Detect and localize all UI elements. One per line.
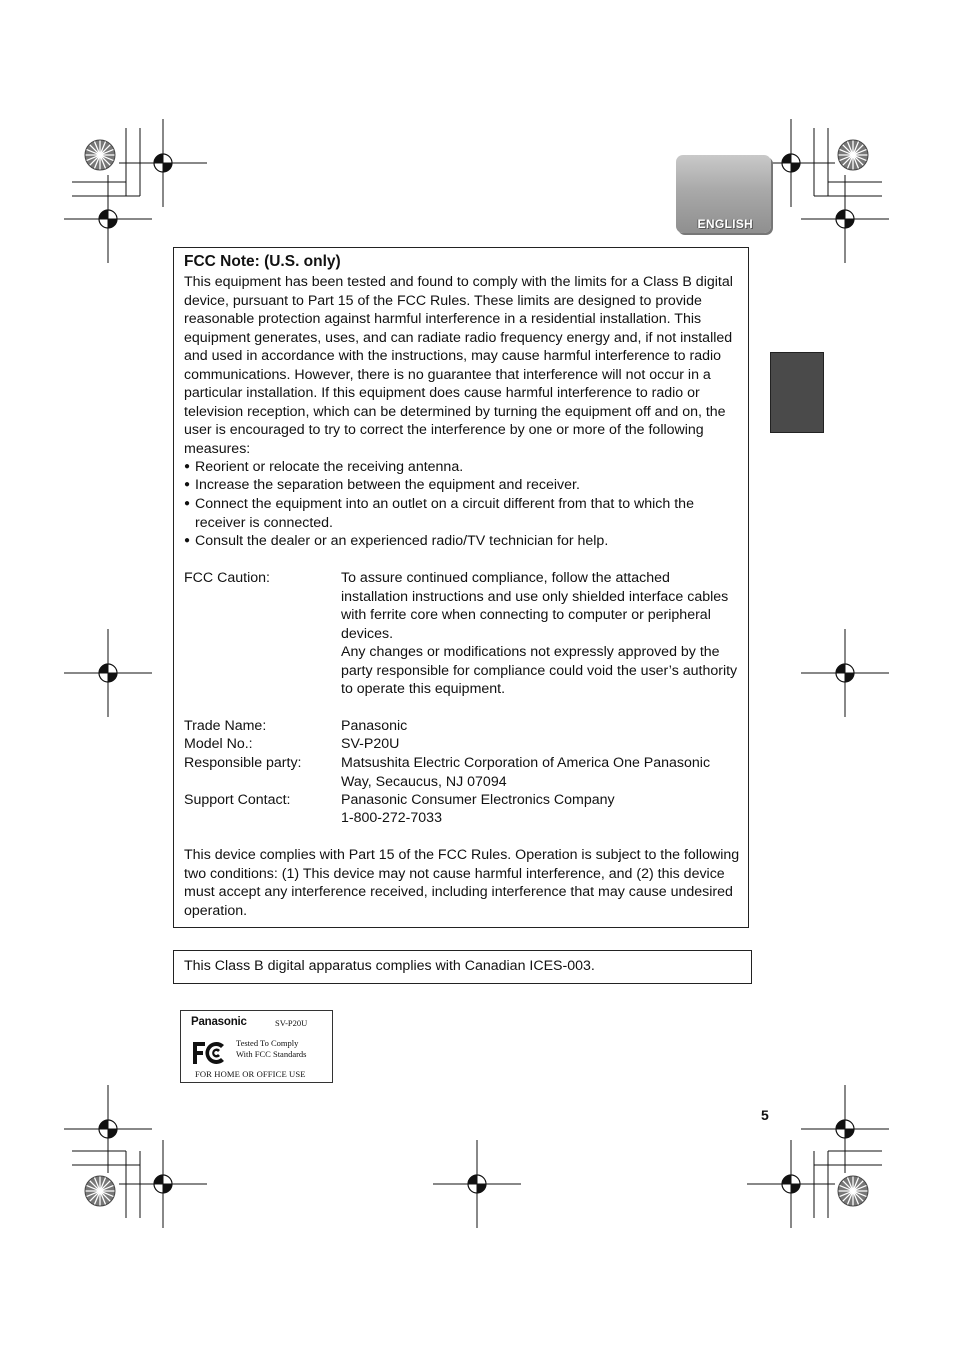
fcc-caution-label: FCC Caution:: [184, 570, 270, 586]
section-side-tab: [770, 352, 824, 433]
list-item: ● Reorient or relocate the receiving antenna.: [184, 458, 740, 477]
label-tested-text: [236, 1038, 307, 1060]
model-label: Model No.:: [184, 736, 253, 752]
list-item: ● Increase the separation between the equipment and receiver.: [184, 476, 740, 495]
responsible-party-value: Matsushita Electric Corporation of America One Panasonic Way, Secaucus, NJ 07094: [341, 755, 711, 790]
fcc-caution-text-1: To assure continued compliance, follow the attached installation instructions and use only shielded interface cables with ferrite core when connecting to computer or peripheral devices.: [341, 570, 729, 642]
support-contact-label: Support Contact:: [184, 792, 291, 808]
support-contact-phone: 1-800-272-7033: [341, 810, 442, 826]
page-number: 5: [761, 1107, 769, 1123]
language-tab-label: ENGLISH: [697, 217, 753, 231]
responsible-party-label: Responsible party:: [184, 755, 302, 771]
fcc-logo-icon: [191, 1040, 227, 1066]
fcc-note-title: FCC Note: (U.S. only): [184, 253, 341, 270]
list-item: ● Consult the dealer or an experienced radio/TV technician for help.: [184, 532, 740, 551]
label-tested-line-1: Tested To Comply: [236, 1038, 299, 1048]
label-tested-line-2: With FCC Standards: [236, 1049, 307, 1059]
trade-name-label: Trade Name:: [184, 718, 267, 734]
panasonic-logo: Panasonic: [191, 1016, 247, 1028]
label-footer: FOR HOME OR OFFICE USE: [195, 1069, 306, 1079]
list-item: ● Connect the equipment into an outlet on a circuit different from that to which the receiver is connected.: [184, 495, 740, 532]
label-model: SV-P20U: [275, 1018, 308, 1028]
trade-name-value: Panasonic: [341, 718, 408, 734]
fcc-note-paragraph: This equipment has been tested and found to comply with the limits for a Class B digital device, pursuant to Part 15 of the FCC Rules. These limits are designed to provide reasonable protection against harmful interference in a residential installation. This equipment generates, uses, and can radiate radio frequency energy and, if not installed and used in accordance with the instructions, may cause harmful interference to radio communications. However, there is no guarantee that interference will not occur in a particular installation. If this equipment does cause harmful interference to radio or television reception, which can be determined by turning the equipment off and on, the user is encouraged to try to correct the interference by one or more of the following measures:: [184, 274, 733, 457]
support-contact-company: Panasonic Consumer Electronics Company: [341, 792, 615, 808]
model-value: SV-P20U: [341, 736, 400, 752]
language-tab: [676, 155, 771, 233]
fcc-caution-text-2: Any changes or modifications not expressly approved by the party responsible for compliance could void the user’s authority to operate this equipment.: [341, 644, 738, 697]
compliance-paragraph: This device complies with Part 15 of the FCC Rules. Operation is subject to the following two conditions: (1) This device may not cause harmful interference, and (2) this device must accept any interference received, including interference that may cause undesired operation.: [184, 847, 740, 919]
canada-note-text: This Class B digital apparatus complies with Canadian ICES-003.: [184, 958, 595, 974]
